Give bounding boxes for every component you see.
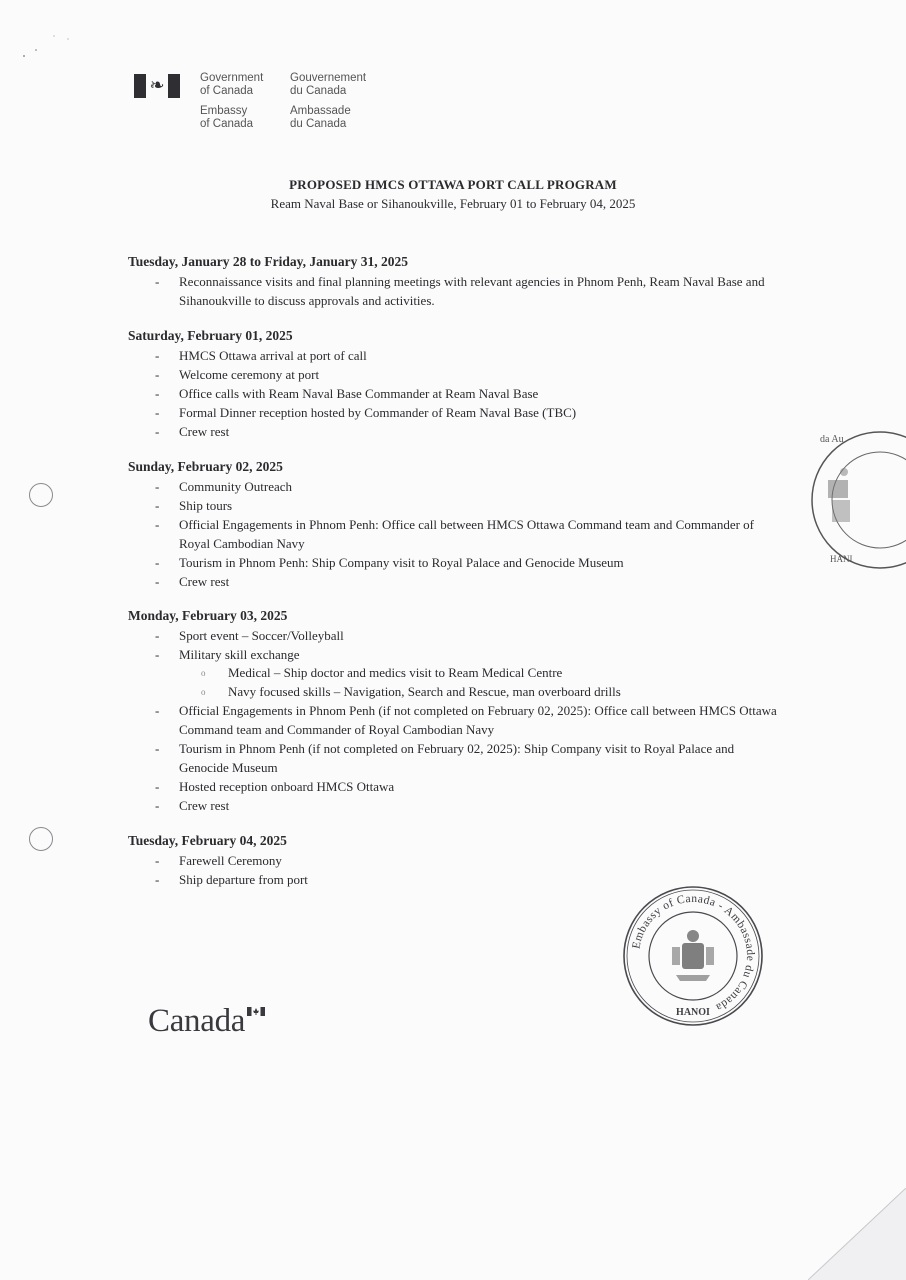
page-corner-fold [808, 1188, 906, 1280]
list-item: - Community Outreach [155, 479, 293, 494]
embassy-stamp [622, 885, 764, 1027]
section-heading: Tuesday, February 04, 2025 [128, 833, 287, 848]
section-heading: Monday, February 03, 2025 [128, 608, 288, 623]
list-item: - Tourism in Phnom Penh (if not completed on February 02, 2025): Ship Company visit to Royal Palace and Genocide Museum [155, 741, 735, 775]
wordmark-flag-icon [247, 1007, 265, 1016]
sub-list-item: o Medical – Ship doctor and medics visit to Ream Medical Centre [201, 665, 563, 680]
section-heading: Saturday, February 01, 2025 [128, 328, 293, 343]
stamp-edge-bottom-text: HANI [830, 554, 853, 564]
list-item: - Sport event – Soccer/Volleyball [155, 628, 344, 643]
embassy-stamp-partial [800, 420, 906, 580]
document-subtitle: Ream Naval Base or Sihanoukville, February 01 to February 04, 2025 [270, 196, 636, 211]
stamp-edge-top-text: da Au [820, 434, 844, 445]
list-item: - Tourism in Phnom Penh: Ship Company visit to Royal Palace and Genocide Museum [155, 555, 624, 570]
section-feb-03 [128, 607, 778, 815]
canada-wordmark: Canada [148, 1003, 246, 1039]
section-feb-02 [128, 458, 778, 591]
letterhead-government-en: Government of Canada [200, 72, 264, 97]
list-item: - Ship tours [155, 498, 233, 513]
punch-hole-bottom [29, 827, 53, 851]
list-item: - Reconnaissance visits and final planning meetings with relevant agencies in Phnom Penh, Ream Naval Base and Sihanoukville to discuss approvals and activities. [155, 274, 765, 308]
letterhead-french [290, 72, 366, 138]
canada-flag-icon: ❧ [134, 74, 180, 98]
section-heading: Sunday, February 02, 2025 [128, 459, 283, 474]
section-feb-01 [128, 327, 778, 441]
punch-hole-top [29, 483, 53, 507]
list-item: - Farewell Ceremony [155, 853, 282, 868]
list-item: - Military skill exchange o Medical – Ship doctor and medics visit to Ream Medical Centre o Navy focused skills – Navigation, Search and Rescue, man overboard drills [128, 645, 778, 701]
list-item: - Crew rest [155, 424, 230, 439]
list-item: - Office calls with Ream Naval Base Commander at Ream Naval Base [155, 386, 539, 401]
list-item: - Crew rest [155, 798, 230, 813]
letterhead-government-fr: Gouvernement du Canada [290, 72, 367, 97]
list-item: - HMCS Ottawa arrival at port of call [155, 348, 367, 363]
list-item: - Hosted reception onboard HMCS Ottawa [155, 779, 395, 794]
stamp-city-text: HANOI [676, 1007, 710, 1018]
scan-specks [18, 30, 78, 60]
sub-list-item: o Navy focused skills – Navigation, Search and Rescue, man overboard drills [201, 683, 621, 699]
list-item: - Formal Dinner reception hosted by Commander of Ream Naval Base (TBC) [155, 405, 577, 420]
list-item: - Crew rest [155, 574, 230, 589]
coat-of-arms-icon [672, 930, 714, 981]
section-heading: Tuesday, January 28 to Friday, January 31, 2025 [128, 254, 409, 269]
stamp-ring-text: Embassy of Canada - Ambassade du Canada [630, 892, 757, 1014]
section-jan-28-31 [128, 253, 778, 310]
list-item: - Ship departure from port [155, 872, 308, 887]
document-title: PROPOSED HMCS OTTAWA PORT CALL PROGRAM [289, 177, 617, 192]
letterhead-embassy-fr: Ambassade du Canada [290, 105, 351, 130]
list-item: - Welcome ceremony at port [155, 367, 320, 382]
list-item: - Official Engagements in Phnom Penh: Office call between HMCS Ottawa Command team and Commander of Royal Cambodian Navy [155, 517, 755, 551]
list-item: - Official Engagements in Phnom Penh (if not completed on February 02, 2025): Office call between HMCS Ottawa Command team and Commander of Royal Cambodian Navy [155, 703, 777, 737]
letterhead-embassy-en: Embassy of Canada [200, 105, 254, 130]
section-feb-04 [128, 832, 778, 889]
letterhead-english [200, 72, 263, 138]
